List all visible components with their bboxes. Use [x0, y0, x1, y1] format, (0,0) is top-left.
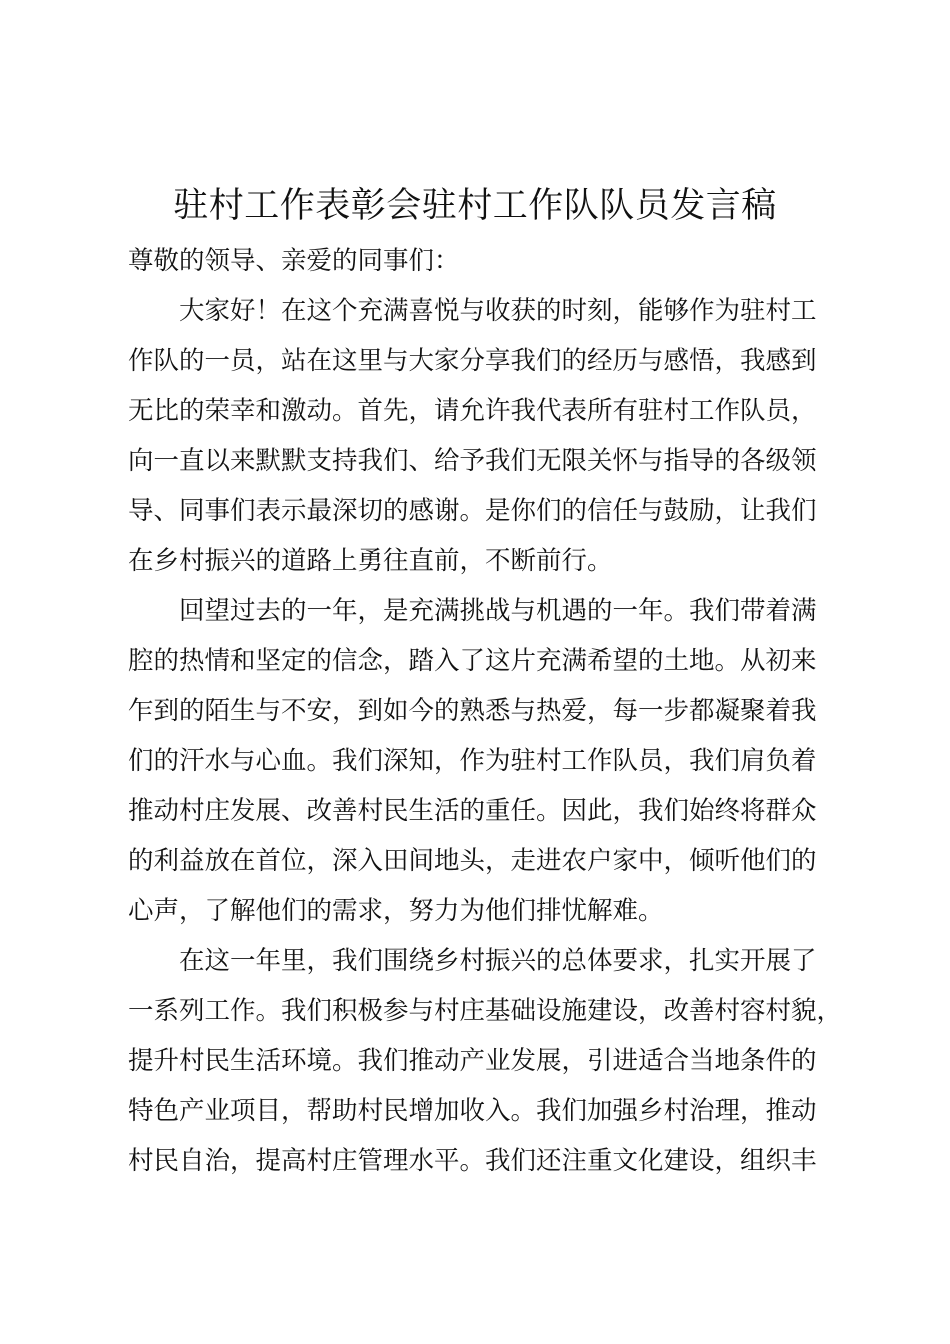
paragraph-line: 推动村庄发展、改善村民生活的重任。因此，我们始终将群众	[128, 796, 817, 826]
paragraph-1	[128, 286, 848, 586]
paragraph-line: 们的汗水与心血。我们深知，作为驻村工作队员，我们肩负着	[128, 746, 817, 776]
paragraph-line: 回望过去的一年，是充满挑战与机遇的一年。我们带着满	[179, 596, 817, 626]
paragraph-line: 导、同事们表示最深切的感谢。是你们的信任与鼓励，让我们	[128, 496, 817, 526]
salutation: 尊敬的领导、亲爱的同事们：	[128, 246, 460, 276]
paragraph-line: 在这一年里，我们围绕乡村振兴的总体要求，扎实开展了	[179, 946, 817, 976]
paragraph-line: 乍到的陌生与不安，到如今的熟悉与热爱，每一步都凝聚着我	[128, 696, 817, 726]
paragraph-line: 的利益放在首位，深入田间地头，走进农户家中，倾听他们的	[128, 846, 817, 876]
document-title: 驻村工作表彰会驻村工作队队员发言稿	[173, 186, 777, 226]
paragraph-line: 村民自治，提高村庄管理水平。我们还注重文化建设，组织丰	[128, 1146, 817, 1176]
paragraph-3	[128, 936, 848, 1186]
paragraph-line: 在乡村振兴的道路上勇往直前，不断前行。	[128, 546, 613, 576]
paragraph-line: 提升村民生活环境。我们推动产业发展，引进适合当地条件的	[128, 1046, 817, 1076]
paragraph-line: 大家好！在这个充满喜悦与收获的时刻，能够作为驻村工	[179, 296, 817, 326]
paragraph-line: 无比的荣幸和激动。首先，请允许我代表所有驻村工作队员，	[128, 396, 817, 426]
document-body	[128, 236, 848, 1186]
paragraph-line: 向一直以来默默支持我们、给予我们无限关怀与指导的各级领	[128, 446, 817, 476]
paragraph-line: 腔的热情和坚定的信念，踏入了这片充满希望的土地。从初来	[128, 646, 817, 676]
paragraph-2	[128, 586, 848, 936]
paragraph-line: 特色产业项目，帮助村民增加收入。我们加强乡村治理，推动	[128, 1096, 817, 1126]
paragraph-line: 一系列工作。我们积极参与村庄基础设施建设，改善村容村貌，	[128, 996, 843, 1026]
paragraph-line: 作队的一员，站在这里与大家分享我们的经历与感悟，我感到	[128, 346, 817, 376]
paragraph-line: 心声，了解他们的需求，努力为他们排忧解难。	[128, 896, 664, 926]
